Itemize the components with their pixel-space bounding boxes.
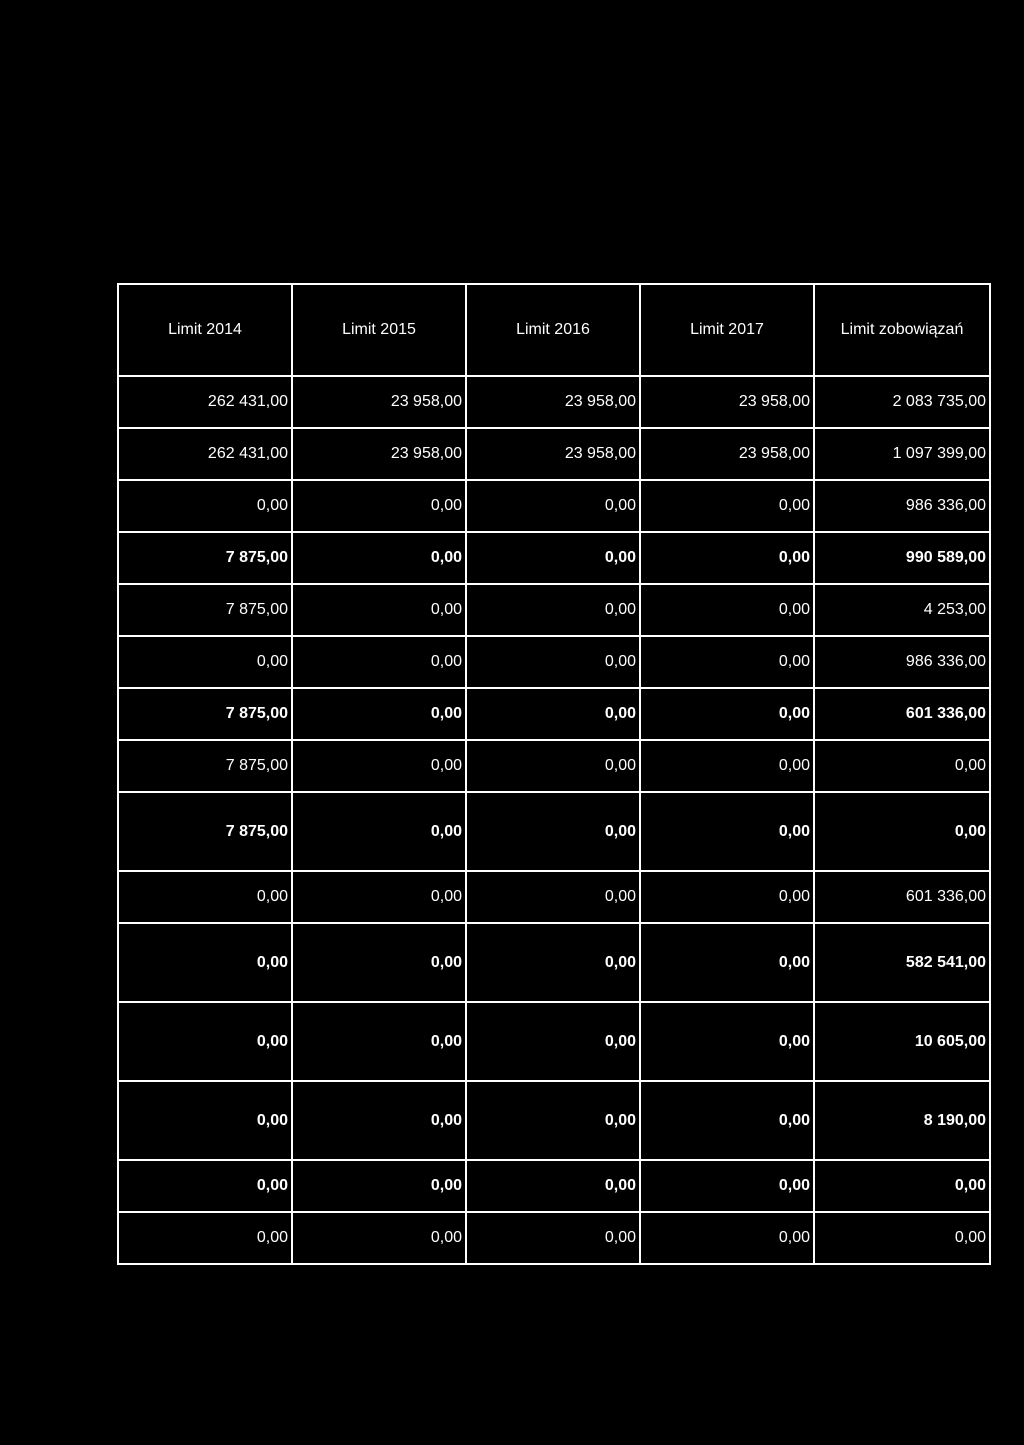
cell-limit-2017: 0,00	[640, 740, 814, 792]
cell-limit-2016: 0,00	[466, 792, 640, 871]
cell-limit-2016: 0,00	[466, 480, 640, 532]
cell-limit-2016: 0,00	[466, 636, 640, 688]
cell-limit-zobowiazan: 986 336,00	[814, 480, 990, 532]
cell-limit-2015: 23 958,00	[292, 428, 466, 480]
cell-limit-2016: 0,00	[466, 923, 640, 1002]
table-row	[118, 480, 990, 532]
cell-limit-2014: 0,00	[118, 636, 292, 688]
cell-limit-2017: 0,00	[640, 1002, 814, 1081]
cell-limit-2014: 262 431,00	[118, 428, 292, 480]
cell-limit-2015: 0,00	[292, 792, 466, 871]
table-row	[118, 923, 990, 1002]
table-row	[118, 688, 990, 740]
table-row	[118, 584, 990, 636]
cell-limit-2017: 0,00	[640, 1160, 814, 1212]
cell-limit-2014: 7 875,00	[118, 740, 292, 792]
cell-limit-2014: 0,00	[118, 1160, 292, 1212]
cell-limit-zobowiazan: 8 190,00	[814, 1081, 990, 1160]
cell-limit-zobowiazan: 0,00	[814, 792, 990, 871]
cell-limit-2016: 0,00	[466, 1081, 640, 1160]
cell-limit-2017: 0,00	[640, 1081, 814, 1160]
cell-limit-2016: 0,00	[466, 871, 640, 923]
cell-limit-zobowiazan: 1 097 399,00	[814, 428, 990, 480]
header-row	[118, 284, 990, 376]
cell-limit-2014: 262 431,00	[118, 376, 292, 428]
table-row	[118, 376, 990, 428]
cell-limit-2015: 0,00	[292, 480, 466, 532]
cell-limit-2016: 0,00	[466, 1212, 640, 1264]
cell-limit-2017: 0,00	[640, 532, 814, 584]
cell-limit-2017: 0,00	[640, 636, 814, 688]
cell-limit-2014: 0,00	[118, 1081, 292, 1160]
cell-limit-2014: 0,00	[118, 1212, 292, 1264]
cell-limit-2015: 0,00	[292, 1081, 466, 1160]
cell-limit-zobowiazan: 990 589,00	[814, 532, 990, 584]
cell-limit-2016: 0,00	[466, 532, 640, 584]
cell-limit-2014: 0,00	[118, 480, 292, 532]
cell-limit-2016: 23 958,00	[466, 428, 640, 480]
cell-limit-zobowiazan: 582 541,00	[814, 923, 990, 1002]
cell-limit-2017: 0,00	[640, 584, 814, 636]
header-limit-2016: Limit 2016	[466, 284, 640, 376]
cell-limit-2015: 0,00	[292, 1002, 466, 1081]
cell-limit-2015: 0,00	[292, 532, 466, 584]
cell-limit-zobowiazan: 2 083 735,00	[814, 376, 990, 428]
cell-limit-2016: 0,00	[466, 1002, 640, 1081]
cell-limit-zobowiazan: 0,00	[814, 740, 990, 792]
table-body	[118, 376, 990, 1264]
cell-limit-2016: 0,00	[466, 1160, 640, 1212]
cell-limit-2015: 0,00	[292, 923, 466, 1002]
cell-limit-2017: 0,00	[640, 923, 814, 1002]
cell-limit-2014: 0,00	[118, 1002, 292, 1081]
cell-limit-zobowiazan: 986 336,00	[814, 636, 990, 688]
cell-limit-zobowiazan: 0,00	[814, 1160, 990, 1212]
table-row	[118, 532, 990, 584]
cell-limit-2017: 23 958,00	[640, 428, 814, 480]
cell-limit-2015: 0,00	[292, 740, 466, 792]
limits-table	[117, 283, 991, 1265]
cell-limit-2014: 0,00	[118, 923, 292, 1002]
cell-limit-2014: 7 875,00	[118, 688, 292, 740]
cell-limit-2014: 0,00	[118, 871, 292, 923]
cell-limit-2015: 0,00	[292, 688, 466, 740]
table-row	[118, 1002, 990, 1081]
cell-limit-2017: 0,00	[640, 871, 814, 923]
cell-limit-zobowiazan: 0,00	[814, 1212, 990, 1264]
cell-limit-zobowiazan: 601 336,00	[814, 871, 990, 923]
cell-limit-2015: 0,00	[292, 871, 466, 923]
cell-limit-2016: 0,00	[466, 688, 640, 740]
cell-limit-2015: 0,00	[292, 1212, 466, 1264]
table-row	[118, 1081, 990, 1160]
table-row	[118, 792, 990, 871]
cell-limit-2017: 0,00	[640, 1212, 814, 1264]
cell-limit-2014: 7 875,00	[118, 532, 292, 584]
cell-limit-zobowiazan: 4 253,00	[814, 584, 990, 636]
cell-limit-2014: 7 875,00	[118, 792, 292, 871]
cell-limit-2016: 0,00	[466, 740, 640, 792]
cell-limit-2015: 0,00	[292, 636, 466, 688]
header-limit-2014: Limit 2014	[118, 284, 292, 376]
cell-limit-2016: 23 958,00	[466, 376, 640, 428]
cell-limit-2016: 0,00	[466, 584, 640, 636]
cell-limit-2017: 0,00	[640, 792, 814, 871]
table-row	[118, 1212, 990, 1264]
table-row	[118, 871, 990, 923]
header-limit-zobowiazan: Limit zobowiązań	[814, 284, 990, 376]
cell-limit-2017: 0,00	[640, 480, 814, 532]
table-row	[118, 740, 990, 792]
cell-limit-2017: 0,00	[640, 688, 814, 740]
cell-limit-2014: 7 875,00	[118, 584, 292, 636]
cell-limit-2015: 0,00	[292, 1160, 466, 1212]
cell-limit-zobowiazan: 10 605,00	[814, 1002, 990, 1081]
cell-limit-2015: 0,00	[292, 584, 466, 636]
table-row	[118, 428, 990, 480]
cell-limit-2015: 23 958,00	[292, 376, 466, 428]
header-limit-2015: Limit 2015	[292, 284, 466, 376]
table-row	[118, 636, 990, 688]
header-limit-2017: Limit 2017	[640, 284, 814, 376]
cell-limit-2017: 23 958,00	[640, 376, 814, 428]
cell-limit-zobowiazan: 601 336,00	[814, 688, 990, 740]
table-row	[118, 1160, 990, 1212]
